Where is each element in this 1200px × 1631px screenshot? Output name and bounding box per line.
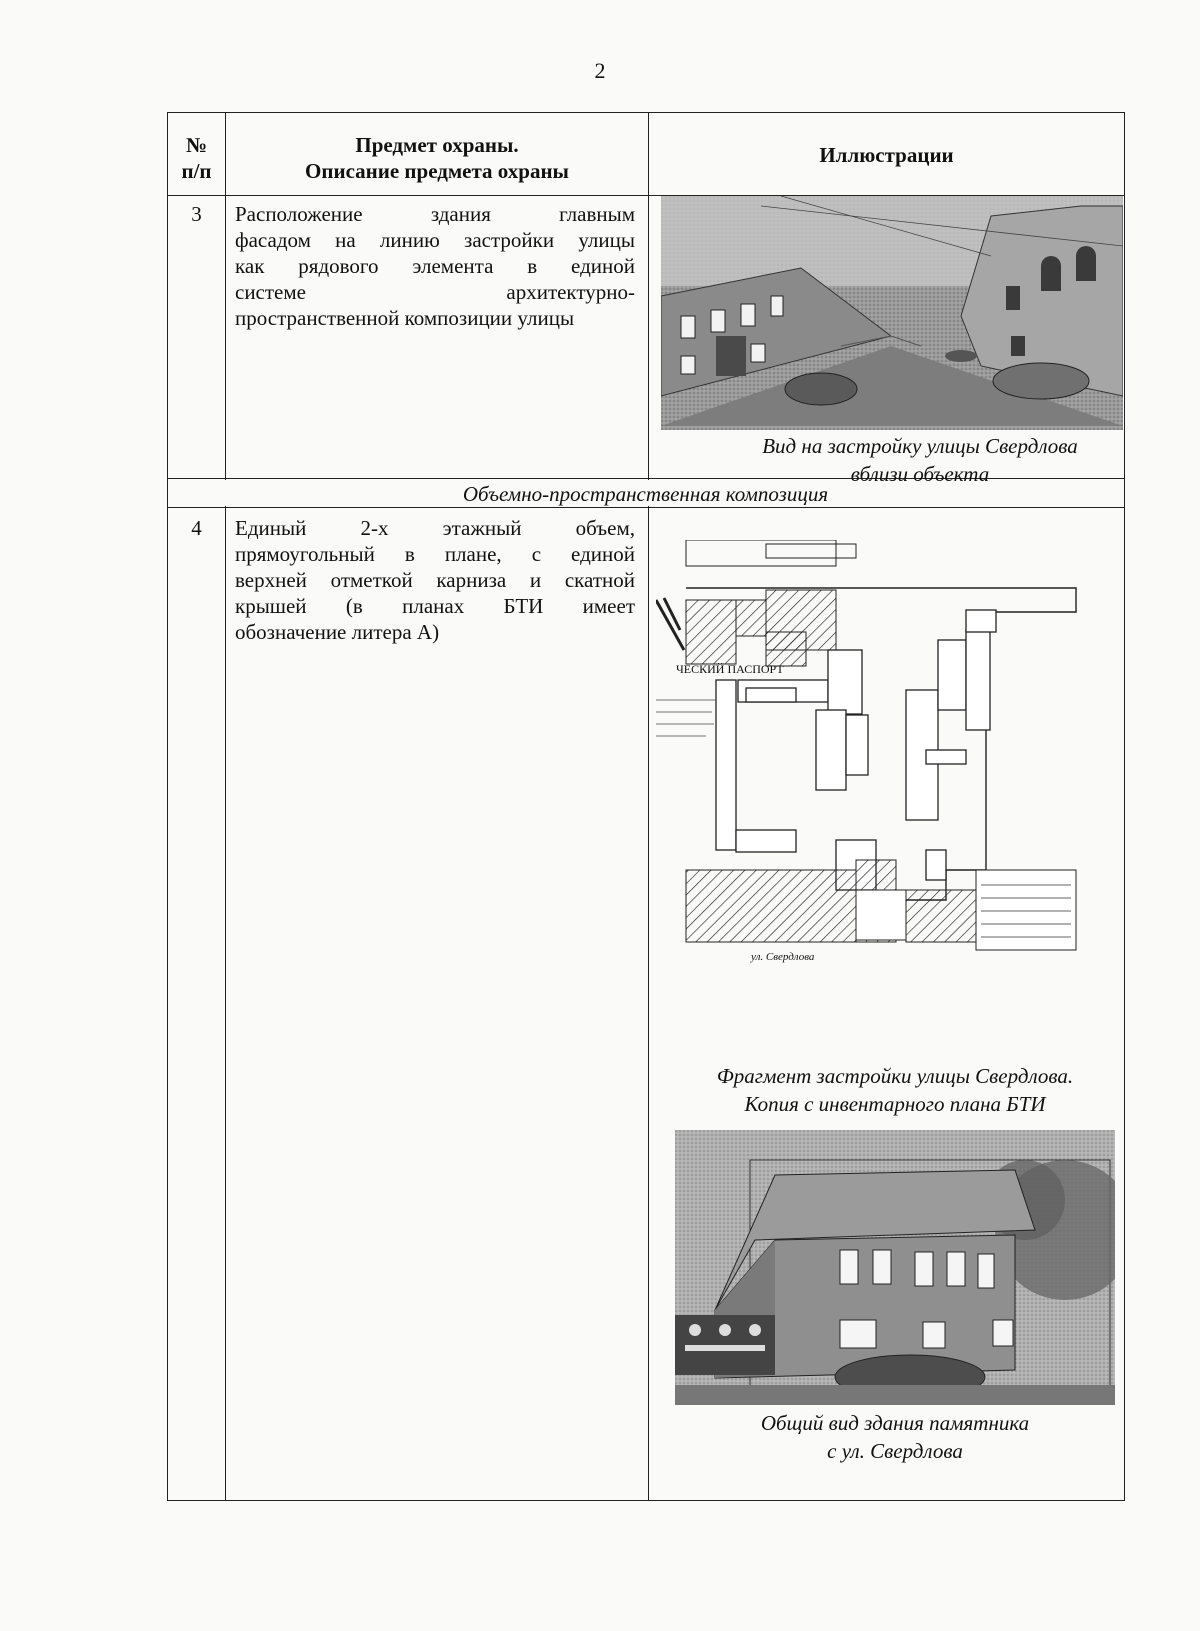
row3-number: 3 [191, 202, 202, 226]
monument-photo-caption [670, 1409, 1120, 1465]
street-view-caption-line2: вблизи объекта [850, 462, 990, 486]
row3-line5: пространственной композиции улицы [235, 306, 575, 330]
row4-number: 4 [191, 516, 202, 540]
section-heading: Объемно-пространственная композиция [462, 482, 829, 506]
column-divider-num [225, 112, 226, 1501]
row4-line4: крышей (в планах БТИ имеет [235, 594, 635, 618]
section-divider [167, 507, 1125, 508]
monument-caption-line2: с ул. Свердлова [827, 1439, 963, 1463]
row3-description [235, 201, 635, 331]
header-number-line2: п/п [181, 159, 212, 183]
row3-line4: системе архитектурно- [235, 280, 635, 304]
bti-plan-caption-line1: Фрагмент застройки улицы Свердлова. [716, 1064, 1074, 1088]
row4-line2: прямоугольный в плане, с единой [235, 542, 635, 566]
header-illustrations: Иллюстрации [819, 143, 954, 167]
page-number: 2 [594, 58, 606, 83]
header-subject [227, 132, 647, 184]
street-view-caption [720, 432, 1120, 488]
row4-line1: Единый 2-х этажный объем, [235, 516, 635, 540]
row3-line2: фасадом на линию застройки улицы [235, 228, 635, 252]
row3-line3: как рядового элемента в единой [235, 254, 635, 278]
street-view-caption-line1: Вид на застройку улицы Свердлова [762, 434, 1078, 458]
monument-photo [675, 1130, 1115, 1405]
row3-line1: Расположение здания главным [235, 202, 635, 226]
bti-plan-image [656, 540, 1120, 990]
plan-street-label: ул. Свердлова [751, 951, 815, 963]
column-divider-illustrations [648, 112, 649, 1501]
row4-line3: верхней отметкой карниза и скатной [235, 568, 635, 592]
header-number [168, 132, 225, 184]
row4-description [235, 515, 635, 645]
plan-passport-label: ЧЕСКИЙ ПАСПОРТ [676, 662, 784, 676]
monument-caption-line1: Общий вид здания памятника [760, 1411, 1030, 1435]
header-number-line1: № [185, 133, 208, 157]
header-subject-line1: Предмет охраны. [355, 133, 519, 157]
bti-plan-caption-line2: Копия с инвентарного плана БТИ [744, 1092, 1046, 1116]
street-view-photo [661, 196, 1123, 430]
bti-plan-caption [670, 1062, 1120, 1118]
header-subject-line2: Описание предмета охраны [305, 159, 569, 183]
row4-line5: обозначение литера А) [235, 620, 440, 644]
